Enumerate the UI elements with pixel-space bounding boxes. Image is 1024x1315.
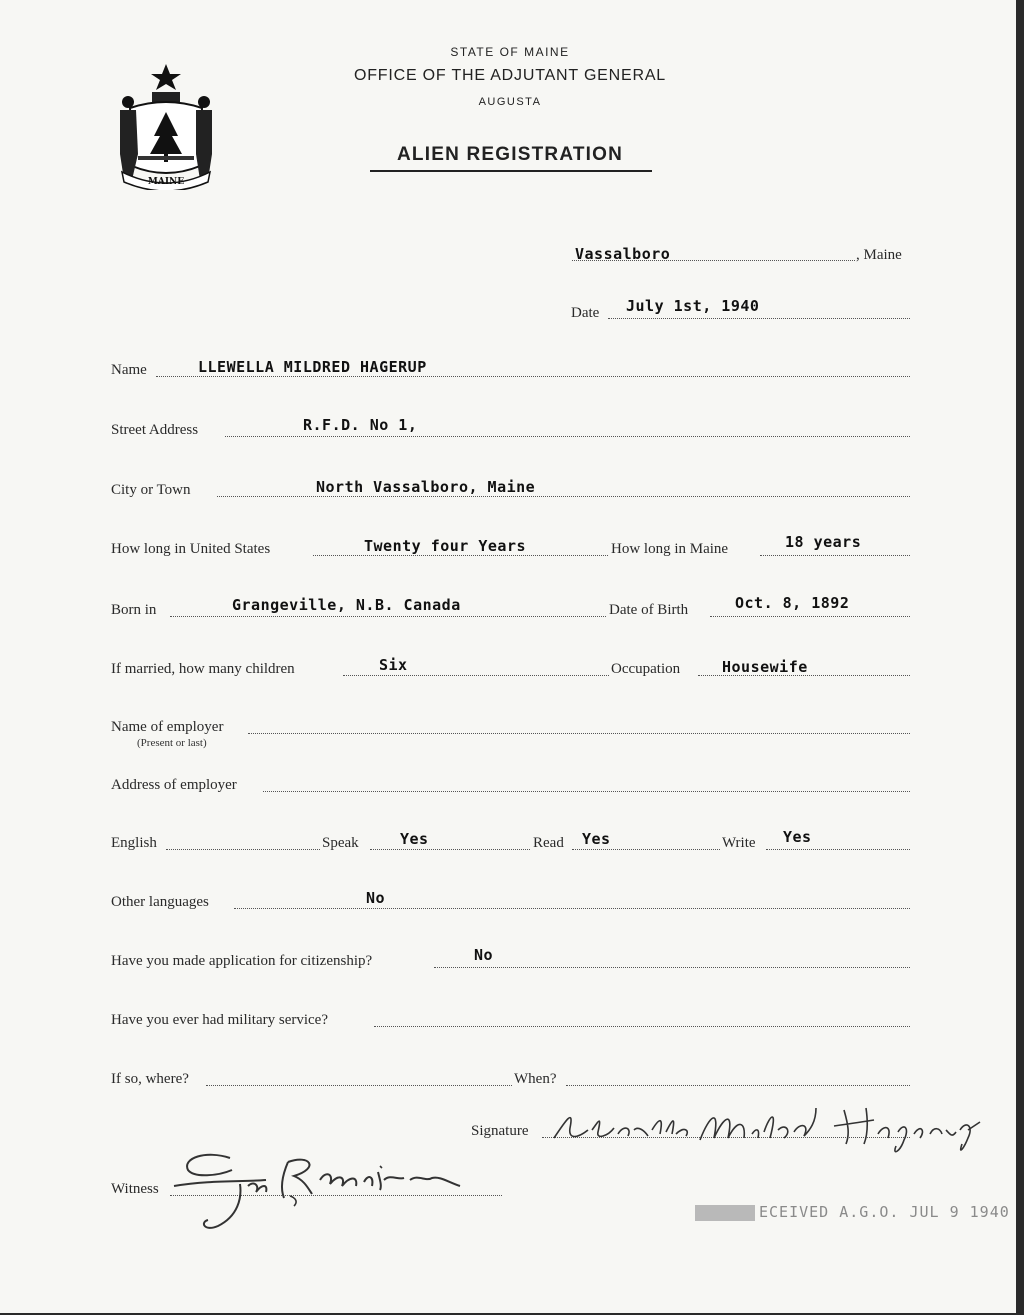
speak-label: Speak	[322, 835, 359, 851]
if-so-where-label: If so, where?	[111, 1071, 189, 1087]
write-label: Write	[722, 835, 756, 851]
name-value: LLEWELLA MILDRED HAGERUP	[198, 358, 427, 376]
applicant-signature	[548, 1100, 988, 1160]
employer-address-line	[263, 791, 910, 792]
signature-label: Signature	[471, 1123, 529, 1139]
military-label: Have you ever had military service?	[111, 1012, 328, 1028]
header-city: AUGUSTA	[478, 96, 542, 108]
english-label: English	[111, 835, 157, 851]
read-label: Read	[533, 835, 564, 851]
employer-label: Name of employer	[111, 719, 224, 735]
read-value: Yes	[582, 830, 611, 848]
name-line	[156, 376, 910, 377]
city-line	[217, 496, 910, 497]
form-title: ALIEN REGISTRATION	[396, 144, 624, 165]
stamp-blot	[695, 1205, 755, 1221]
how-long-maine-value: 18 years	[785, 533, 862, 551]
born-in-line	[170, 616, 606, 617]
witness-signature	[170, 1140, 480, 1240]
date-label: Date	[571, 305, 600, 321]
signature-text: Llewella Mildred Hagerup	[548, 1100, 559, 1101]
employer-address-label: Address of employer	[111, 777, 237, 793]
occupation-value: Housewife	[722, 658, 808, 676]
how-long-maine-label: How long in Maine	[611, 541, 729, 557]
dob-value: Oct. 8, 1892	[735, 594, 850, 612]
citizenship-label: Have you made application for citizenship?	[111, 953, 373, 969]
how-long-us-value: Twenty four Years	[364, 537, 527, 555]
how-long-us-label: How long in United States	[111, 541, 271, 557]
other-languages-label: Other languages	[111, 894, 209, 910]
received-stamp	[695, 1203, 1010, 1221]
if-so-where-line	[206, 1085, 512, 1086]
children-line	[343, 675, 609, 676]
title-underline	[370, 170, 652, 172]
how-long-maine-line	[760, 555, 910, 556]
born-in-label: Born in	[111, 602, 157, 618]
street-line	[225, 436, 910, 437]
military-line	[374, 1026, 910, 1027]
date-line	[608, 318, 910, 319]
date-value: July 1st, 1940	[626, 297, 760, 315]
when-line	[566, 1085, 910, 1086]
dob-line	[710, 616, 910, 617]
street-label: Street Address	[111, 422, 199, 438]
speak-value: Yes	[400, 830, 429, 848]
city-value: North Vassalboro, Maine	[316, 478, 536, 496]
received-stamp-text: ECEIVED A.G.O. JUL 9 1940	[759, 1203, 1010, 1221]
place-value: Vassalboro	[575, 245, 671, 263]
read-line	[572, 849, 720, 850]
city-label: City or Town	[111, 482, 191, 498]
born-in-value: Grangeville, N.B. Canada	[232, 596, 461, 614]
children-value: Six	[379, 656, 408, 674]
street-value: R.F.D. No 1,	[303, 416, 418, 434]
witness-text: Guy R. Whitten	[170, 1140, 177, 1141]
header-state: STATE OF MAINE	[450, 45, 570, 59]
dob-label: Date of Birth	[609, 602, 689, 618]
write-value: Yes	[783, 828, 812, 846]
seal-text: MAINE	[147, 177, 185, 187]
write-line	[766, 849, 910, 850]
header-office: OFFICE OF THE ADJUTANT GENERAL	[353, 67, 667, 84]
speak-line	[370, 849, 530, 850]
citizenship-value: No	[474, 946, 494, 964]
state-of-maine-seal	[108, 58, 224, 190]
place-suffix: , Maine	[856, 247, 902, 263]
how-long-us-line	[313, 555, 608, 556]
employer-sublabel: (Present or last)	[137, 737, 207, 749]
other-languages-line	[234, 908, 910, 909]
employer-line	[248, 733, 910, 734]
citizenship-line	[434, 967, 910, 968]
witness-label: Witness	[111, 1181, 159, 1197]
when-label: When?	[514, 1071, 557, 1087]
other-languages-value: No	[366, 889, 386, 907]
children-label: If married, how many children	[111, 661, 295, 677]
english-line	[166, 849, 320, 850]
name-label: Name	[111, 362, 147, 378]
occupation-label: Occupation	[611, 661, 681, 677]
